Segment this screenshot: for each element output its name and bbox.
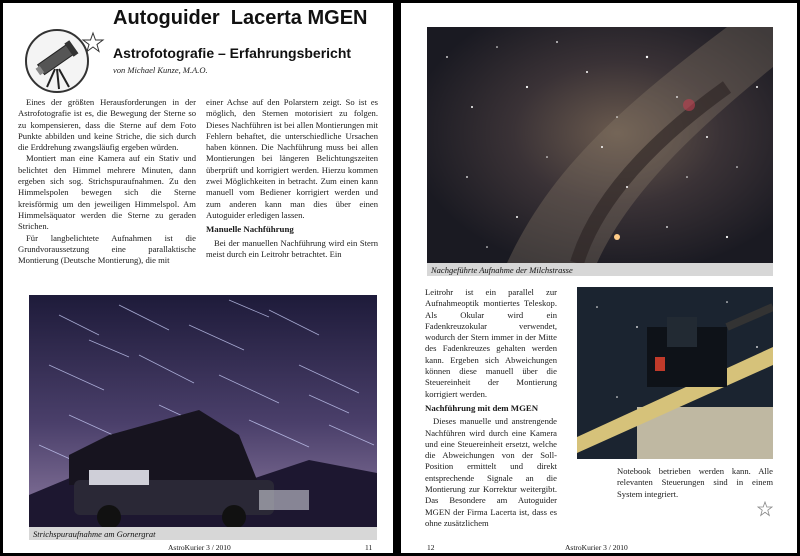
paragraph: Montiert man eine Kamera auf ein Stativ und belichtet den Himmel mehrere Minuten, dann ergeben sich sog. Strichspuraufnahmen. Zu den Himmelspolen bewegen sich die Sterne kreisförmig um den jeweiligen Himmelspol. Am Himmelsäquator werden die Sterne zu geraden Strichen. xyxy=(18,153,196,232)
article-title: Autoguider Lacerta MGEN xyxy=(113,7,368,29)
right-column-2 xyxy=(617,466,773,500)
small-star-icon xyxy=(757,501,773,517)
left-column-2 xyxy=(206,97,378,260)
footer-page-number: 11 xyxy=(365,543,373,552)
footer-magazine: AstroKurier 3 / 2010 xyxy=(565,543,628,552)
section-heading: Manuelle Nachführung xyxy=(206,224,294,235)
paragraph: Eines der größten Herausforderungen in der Astrofotografie ist es, die Bewegung der Sterne so zu kompensieren, dass die Sterne auf dem Foto Punkte abbilden und keine Striche, die sich durch die Erddrehung zwangsläufig ergeben würden. xyxy=(18,97,196,153)
telescope-photo xyxy=(577,287,773,459)
paragraph: Dieses manuelle und anstrengende Nachführen wird durch eine Kamera und eine Steuereinheit ersetzt, welche die Abweichungen von der Soll-Position ermittelt und direkt entsprechende Signale an die Montierung zur Korrektur weitergibt. Das Besondere am Autoguider MGEN der Firma Lacerta ist, dass es ohne zusätzlichem xyxy=(425,416,557,528)
milky-way-photo xyxy=(427,27,773,263)
star-trail-photo xyxy=(29,295,377,527)
paragraph: Für langbelichtete Aufnahmen ist die Grundvoraussetzung eine parallaktische Montierung (Deutsche Montierung), die mit xyxy=(18,232,196,266)
left-page xyxy=(3,3,393,553)
right-column-1 xyxy=(425,287,557,529)
left-column-1 xyxy=(18,97,196,266)
right-page xyxy=(401,3,797,553)
article-subtitle: Astrofotografie – Erfahrungsbericht xyxy=(113,45,352,61)
article-author: von Michael Kunze, M.A.O. xyxy=(113,65,208,75)
footer-magazine: AstroKurier 3 / 2010 xyxy=(168,543,231,552)
star-trail-caption: Strichspuraufnahme am Gornergrat xyxy=(29,527,377,540)
section-heading: Nachführung mit dem MGEN xyxy=(425,402,539,413)
milky-way-caption: Nachgeführte Aufnahme der Milchstrasse xyxy=(427,263,773,276)
paragraph: Notebook betrieben werden kann. Alle relevanten Steuerungen sind in einem System integriert. xyxy=(617,466,773,499)
footer-page-number: 12 xyxy=(427,543,435,552)
paragraph: Leitrohr ist ein parallel zur Aufnahmeoptik montiertes Teleskop. Als Okular wird ein Fadenkreuzokular verwendet, wodurch der Stern immer in der Mitte des Fadenkreuzes gehalten werden kann. Ergeben sich Abweichungen können diese manuell über die Steuereinheit der Montierung korrigiert werden. xyxy=(425,287,557,399)
paragraph: einer Achse auf den Polarstern zeigt. So ist es möglich, den Sternen motorisiert zu folgen. Dieses Nachführen ist bei allen Montierungen mit Fehlern behaftet, die unterschiedliche Ursachen haben können. Die Nachführung muss bei allen Montierungen bei längeren Belichtungszeiten überprüft und korrigiert werden. Hierzu kommen zwei Möglichkeiten in betracht. Zum einen kann manuell vom Bediener korrigiert werden und zum anderen kann man dies über einen Autoguider erledigen lassen. xyxy=(206,97,378,220)
paragraph: Bei der manuellen Nachführung wird ein Stern meist durch ein Leitrohr betrachtet. Ein xyxy=(206,237,378,259)
telescope-logo-icon xyxy=(25,25,105,95)
